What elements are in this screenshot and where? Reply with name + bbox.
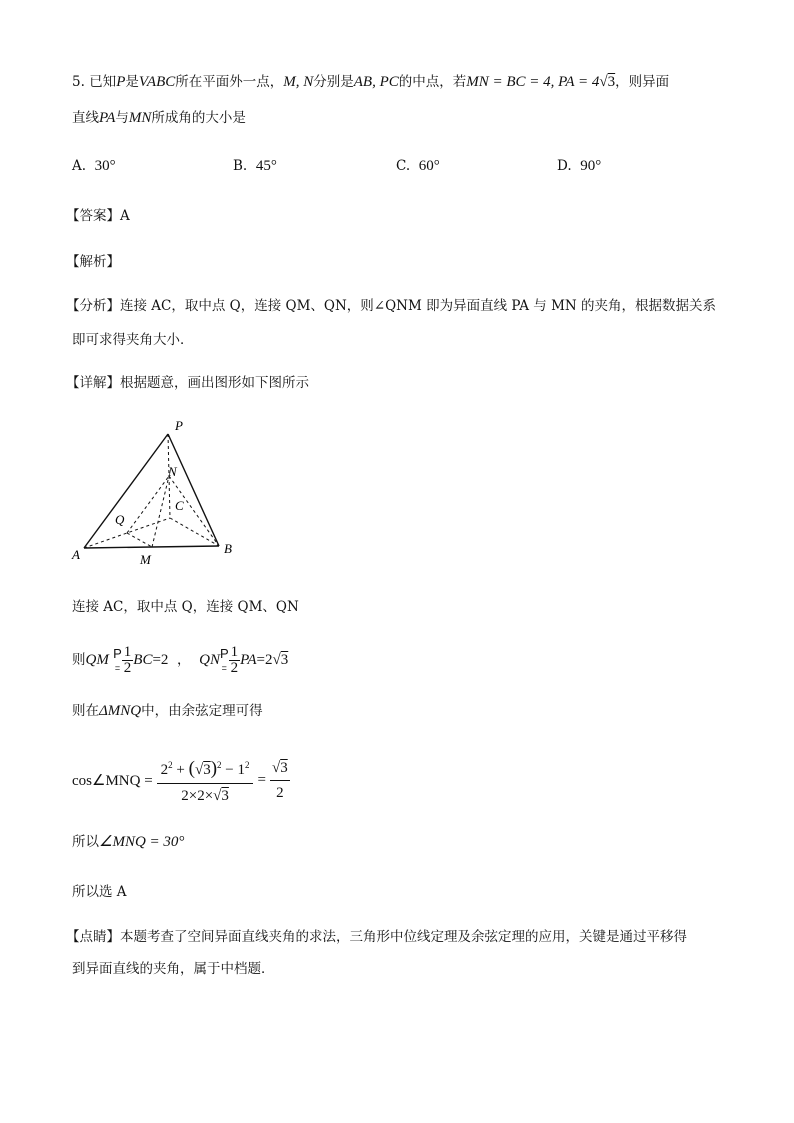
question-text: ，则异面: [615, 74, 670, 90]
question-text: 与: [115, 110, 129, 126]
edge-bc: [170, 518, 219, 546]
label-a: A: [72, 547, 80, 562]
plus: +: [176, 762, 185, 778]
fenxi-line-1: [66, 296, 716, 316]
segment-mn: [152, 476, 169, 547]
label-p: P: [175, 418, 183, 433]
triangle-abc: VABC: [138, 74, 176, 90]
sqrt-symbol: √3: [194, 762, 211, 778]
points-mn: M, N: [283, 74, 314, 90]
label-b: B: [224, 541, 232, 556]
dianjing-line-1: [66, 927, 687, 947]
question-line-2: [72, 108, 246, 128]
angle-result: ∠MNQ = 30°: [99, 834, 185, 850]
triangle-mnq: ΔMNQ: [99, 703, 142, 719]
answer-tag: 【答案】: [66, 208, 120, 224]
question-text: 直线: [72, 110, 99, 126]
question-text: 分别是: [313, 74, 354, 90]
analysis-tag: 【解析】: [66, 254, 120, 270]
question-text: 是: [125, 74, 139, 90]
fraction-denominator: 2: [123, 660, 132, 676]
parallel-equal-symbol: [113, 647, 122, 675]
step-4: [72, 832, 184, 852]
answer: [66, 206, 130, 226]
minus-one: − 1: [225, 762, 245, 778]
segment-bc-text: BC: [133, 652, 153, 668]
fenxi-line-2: 即可求得夹角大小．: [72, 332, 194, 348]
step-5: 所以选 A: [72, 884, 127, 900]
xiangjie-tag: 【详解】: [66, 375, 120, 391]
fenxi-tag: 【分析】: [66, 298, 120, 314]
xiangjie: [66, 373, 309, 393]
step3-prefix: 则在: [72, 703, 99, 719]
step-3: [72, 701, 263, 721]
formula-denominator: [157, 783, 254, 806]
edge-pb: [168, 434, 219, 546]
equal-symbol: =: [221, 662, 227, 673]
question-number: 5.: [72, 74, 85, 90]
parallel-equal-symbol: [220, 647, 229, 675]
segment-qn-text: QN: [199, 652, 220, 668]
sqrt-value: 3: [280, 759, 288, 776]
sqrt-symbol: √3: [271, 759, 288, 776]
segment-pa: PA: [99, 110, 116, 126]
option-b: [233, 158, 277, 175]
label-n: N: [168, 464, 177, 479]
xiangjie-text: 根据题意，画出图形如下图所示: [120, 375, 309, 391]
fraction-half: [122, 645, 134, 676]
result-numerator: [270, 758, 290, 780]
exponent: 2: [244, 760, 250, 770]
option-value: 60°: [418, 158, 440, 174]
den-text: 2×2×: [181, 788, 214, 804]
num-base: 2: [160, 762, 169, 778]
fraction-numerator: 1: [230, 644, 239, 660]
fraction-numerator: 1: [123, 644, 132, 660]
segment-mn: MN: [128, 110, 152, 126]
paren-open: (: [188, 758, 195, 779]
option-label: D.: [557, 158, 572, 174]
fraction-denominator: 2: [230, 660, 239, 676]
formula-numerator: [157, 754, 254, 783]
option-d: [557, 158, 601, 175]
condition: MN = BC = 4, PA = 4: [466, 74, 600, 90]
formula-lhs: cos∠MNQ =: [72, 772, 153, 789]
option-label: A.: [72, 158, 87, 174]
step4-prefix: 所以: [72, 834, 99, 850]
sqrt-symbol: √3: [272, 652, 289, 668]
edge-ab: [84, 546, 219, 548]
dianjing-text: 本题考查了空间异面直线夹角的求法，三角形中位线定理及余弦定理的应用，关键是通过平移得: [120, 929, 687, 945]
segments-ab-pc: AB, PC: [353, 74, 399, 90]
exponent: 2: [168, 760, 173, 770]
sqrt-value: 3: [607, 74, 616, 90]
dianjing-line-2: 到异面直线的夹角，属于中档题．: [72, 961, 275, 977]
fraction-half: [229, 645, 241, 676]
paren-close: ): [210, 758, 218, 779]
question-text: 已知: [89, 74, 117, 90]
formula-result-fraction: [270, 758, 290, 803]
segment-qm-text: QM: [85, 652, 109, 668]
segment-pa-text: PA: [240, 652, 257, 668]
equal-symbol: =: [114, 662, 121, 673]
edge-pa: [84, 434, 168, 548]
sqrt-symbol: √3: [213, 788, 229, 804]
exponent: 2: [217, 760, 222, 770]
parallel-symbol: P: [219, 645, 229, 661]
label-c: C: [175, 498, 184, 513]
sqrt-value: 3: [280, 652, 289, 668]
option-value: 90°: [580, 158, 602, 174]
cosine-formula: [72, 752, 290, 808]
result-denominator: 2: [270, 780, 290, 803]
fenxi-text: 连接 AC，取中点 Q，连接 QM、QN，则∠QNM 即为异面直线 PA 与 MN 的夹角，根据数据关系: [120, 298, 716, 314]
formula-main-fraction: [157, 754, 254, 806]
step2-prefix: 则: [72, 652, 86, 668]
question-text: 的中点，若: [398, 74, 467, 90]
question-text: 所在平面外一点，: [175, 74, 284, 90]
question-text: 所成角的大小是: [151, 110, 246, 126]
option-a: [72, 158, 116, 175]
segment-qm: [127, 533, 152, 547]
option-c: [396, 158, 440, 175]
sqrt-value: 3: [221, 788, 229, 804]
sqrt-symbol: √3: [599, 74, 616, 90]
option-value: 45°: [255, 158, 277, 174]
question-line-1: [72, 72, 669, 92]
step-2: 则QM P = $\frac{1}{2}$ BC=2 ， QN P = $\frac{1}{2}$ PA=2√3: [72, 644, 289, 676]
answer-value: A: [120, 208, 130, 224]
parallel-symbol: P: [113, 645, 122, 661]
sqrt-value: 3: [203, 762, 211, 778]
option-value: 30°: [94, 158, 116, 174]
tetrahedron-figure: [64, 412, 254, 572]
value: =2: [256, 652, 273, 668]
label-q: Q: [115, 512, 125, 527]
label-m: M: [140, 552, 151, 567]
point-p: P: [116, 74, 126, 90]
value: =2: [152, 652, 169, 668]
step3-suffix: 中，由余弦定理可得: [141, 703, 263, 719]
dianjing-tag: 【点睛】: [66, 929, 120, 945]
option-label: C.: [396, 158, 411, 174]
equals: =: [257, 771, 266, 788]
option-label: B.: [233, 158, 248, 174]
step-1: 连接 AC，取中点 Q，连接 QM、QN: [72, 599, 299, 615]
segment-qn: [127, 476, 169, 533]
